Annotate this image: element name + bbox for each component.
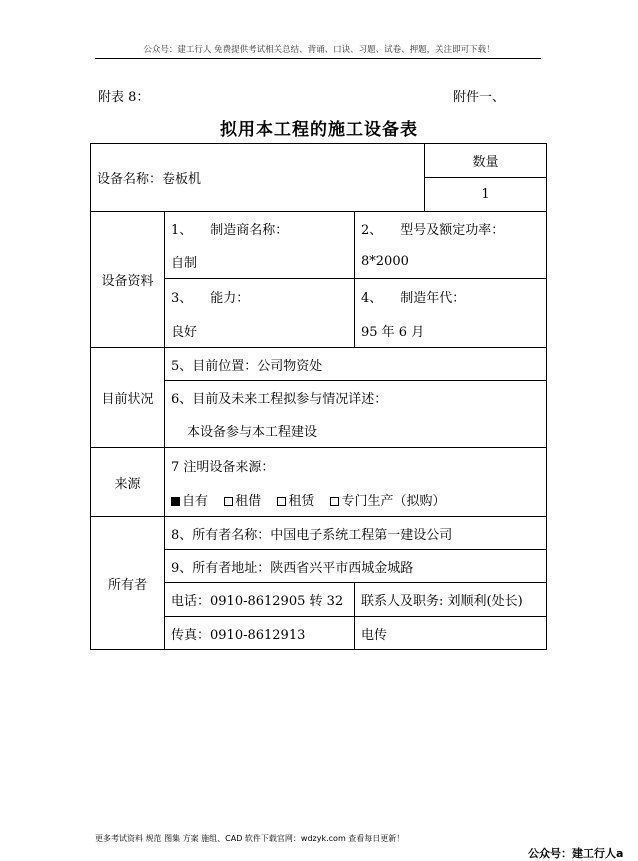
fax: 传真：0910-8612913 [171,627,306,643]
source-option-borrowed-label: 租借 [235,493,262,509]
owner-name-cell [165,517,547,550]
equipment-name: 设备名称：卷板机 [97,172,202,187]
equipment-table [90,143,547,650]
owner-address-cell [165,550,547,583]
participation-cell [165,381,547,448]
checkbox-icon [224,497,233,506]
source-option-leased [277,494,314,509]
owner-name: 8、所有者名称：中国电子系统工程第一建设公司 [171,527,453,543]
model-value: 8*2000 [361,254,409,269]
quantity-header-cell [425,144,547,178]
manufacturer-number: 1、 [171,223,193,238]
model-number: 2、 [361,223,383,238]
specs-label: 设备资料 [101,274,154,289]
manufacturer-title: 制造商名称： [210,223,289,238]
source-cell [165,448,547,517]
model-title: 型号及额定功率： [400,223,505,238]
year-value: 95 年 6 月 [361,324,425,340]
source-title: 7 注明设备来源： [171,459,275,475]
capacity-title: 能力： [210,290,250,306]
capacity-cell [165,279,355,348]
source-option-owned [171,494,208,509]
participation-value: 本设备参与本工程建设 [187,425,318,440]
attachment-label: 附件一、 [453,90,506,105]
source-option-owned-label: 自有 [182,493,209,509]
footer-note: 更多考试资料 规范 图集 方案 施组、CAD 软件下载官网：wdzyk.com 查看每日更新！ [95,834,405,843]
telex-cell [355,617,547,650]
year-cell [355,279,547,348]
owner-address: 9、所有者地址：陕西省兴平市西城金城路 [171,560,414,576]
checked-box-icon [171,497,180,506]
model-cell [355,212,547,279]
source-option-borrowed [224,494,261,509]
appendix-number: 附表 8： [98,90,150,105]
location-cell [165,348,547,381]
year-title: 制造年代： [400,290,466,306]
quantity-value-cell [425,178,547,212]
year-number: 4、 [361,290,383,306]
quantity-label: 数量 [472,155,499,170]
header-divider [95,58,541,59]
quantity-value: 1 [481,187,490,202]
checkbox-icon [277,497,286,506]
source-option-leased-label: 租赁 [288,493,315,509]
owner-label-cell [91,517,165,650]
specs-label-cell [91,212,165,348]
header-note: 公众号：建工行人 免费提供考试相关总结、背诵、口诀、习题、试卷、押题，关注即可下载！ [143,45,495,55]
source-label: 来源 [114,476,141,492]
contact-person: 联系人及职务: 刘顺利(处长) [361,594,523,609]
footer-brand: 公众号：建工行人a [528,847,624,860]
capacity-value: 良好 [171,324,198,340]
source-option-purchase-label: 专门生产（拟购） [341,493,446,509]
participation-title: 6、目前及未来工程拟参与情况详述： [171,392,388,407]
phone: 电话：0910-8612905 转 32 [171,594,344,609]
equipment-name-cell [91,144,425,212]
status-label-cell [91,348,165,448]
source-option-purchase [330,494,445,509]
telex: 电传 [361,627,388,643]
source-label-cell [91,448,165,517]
fax-cell [165,617,355,650]
checkbox-icon [330,497,339,506]
status-label: 目前状况 [101,392,154,407]
manufacturer-cell [165,212,355,279]
document-title: 拟用本工程的施工设备表 [220,120,418,140]
owner-label: 所有者 [107,577,147,593]
contact-cell [355,583,547,617]
manufacturer-value: 自制 [171,256,198,271]
phone-cell [165,583,355,617]
current-location: 5、目前位置：公司物资处 [171,358,323,374]
capacity-number: 3、 [171,290,193,306]
